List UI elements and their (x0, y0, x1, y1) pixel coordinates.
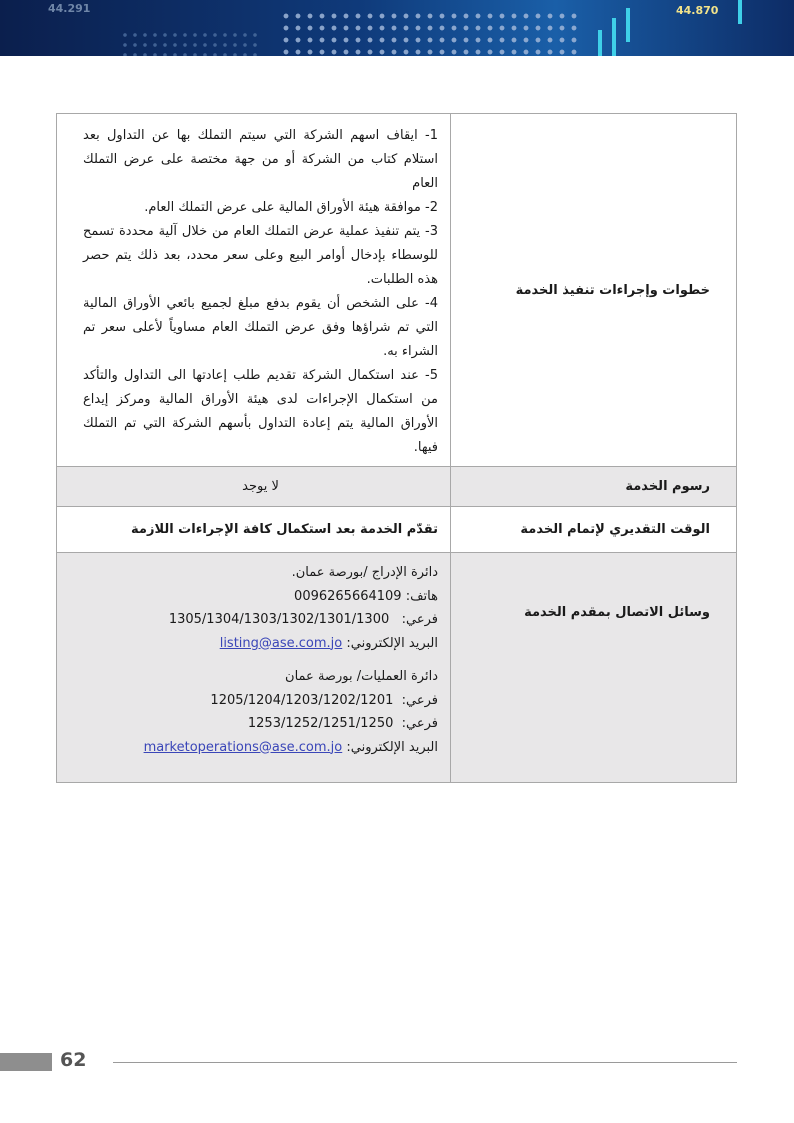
footer-divider (113, 1062, 737, 1063)
operations-ext-line-1 (83, 689, 438, 713)
contact-label: وسائل الاتصال بمقدم الخدمة (451, 553, 737, 783)
steps-cell (57, 114, 451, 467)
banner-right-number: 44.870 (676, 4, 719, 17)
steps-row (57, 114, 737, 467)
contact-row (57, 553, 737, 783)
footer-tab (0, 1053, 52, 1071)
listing-dept: دائرة الإدراج /بورصة عمان. (291, 565, 438, 580)
step-item: 5- عند استكمال الشركة تقديم طلب إعادتها الى التداول والتأكد من استكمال الإجراءات لدى هيئة الأوراق المالية ومركز إيداع الأوراق المالية يتم إعادة التداول بأسهم الشركة التي تم التملك فيها. (83, 368, 438, 455)
step-item: 1- ايقاف اسهم الشركة التي سيتم التملك بها عن التداول بعد استلام كتاب من الشركة أو من جهة مختصة على عرض التملك العام (83, 128, 438, 191)
banner-dot-pattern (280, 10, 580, 56)
banner-dot-pattern-small (120, 30, 260, 56)
listing-ext-line (83, 608, 438, 632)
step-item: 3- يتم تنفيذ عملية عرض التملك العام من خلال آلية محددة تسمح للوسطاء بإدخال أوامر البيع وعلى سعر محدد، بعد ذلك يتم حصر هذه الطلبات. (83, 224, 438, 287)
fees-row (57, 467, 737, 507)
operations-ext-1: 1205/1204/1203/1202/1201 (210, 692, 394, 708)
operations-ext-label-2: فرعي: (401, 716, 438, 731)
time-label: الوقت التقديري لإتمام الخدمة (451, 507, 737, 553)
time-row (57, 507, 737, 553)
fees-value-text: لا يوجد (242, 479, 279, 494)
operations-ext-label-1: فرعي: (401, 692, 438, 708)
service-info-table (56, 113, 737, 783)
listing-phone-line (83, 585, 438, 609)
steps-label: خطوات وإجراءات تنفيذ الخدمة (451, 114, 737, 467)
operations-ext-line-2 (83, 712, 438, 736)
banner-candle-bar (626, 8, 630, 42)
listing-ext-label: فرعي: (401, 612, 438, 627)
banner-candle-bar (738, 0, 742, 24)
page-number: 62 (60, 1049, 87, 1071)
step-item: 2- موافقة هيئة الأوراق المالية على عرض التملك العام. (144, 200, 438, 215)
contact-cell (57, 553, 451, 783)
listing-email-line (83, 632, 438, 656)
time-value: تقدّم الخدمة بعد استكمال كافة الإجراءات اللازمة (57, 507, 451, 553)
fees-value (57, 467, 451, 507)
listing-ext: 1305/1304/1303/1302/1301/1300 (168, 612, 390, 627)
banner-left-number: 44.291 (48, 2, 91, 15)
operations-ext-2: 1253/1252/1251/1250 (247, 716, 394, 731)
listing-email-link[interactable]: listing@ase.com.jo (219, 635, 343, 651)
header-banner (0, 0, 794, 56)
operations-email-label: البريد الإلكتروني: (346, 739, 438, 755)
fees-label: رسوم الخدمة (451, 467, 737, 507)
listing-email-label: البريد الإلكتروني: (346, 635, 438, 651)
banner-candle-bar (612, 18, 616, 56)
banner-candle-bar (598, 30, 602, 56)
contact-spacer (83, 655, 438, 665)
step-item: 4- على الشخص أن يقوم بدفع مبلغ لجميع بائعي الأوراق المالية التي تم شراؤها وفق عرض التملك العام مساوياً لأعلى سعر تم الشراء به. (83, 296, 438, 359)
listing-phone-label: هاتف: (405, 588, 438, 604)
operations-email-link[interactable]: marketoperations@ase.com.jo (143, 739, 343, 755)
listing-phone: 0096265664109 (294, 588, 402, 604)
operations-dept: دائرة العمليات/ بورصة عمان (285, 669, 438, 684)
operations-email-line (83, 736, 438, 760)
